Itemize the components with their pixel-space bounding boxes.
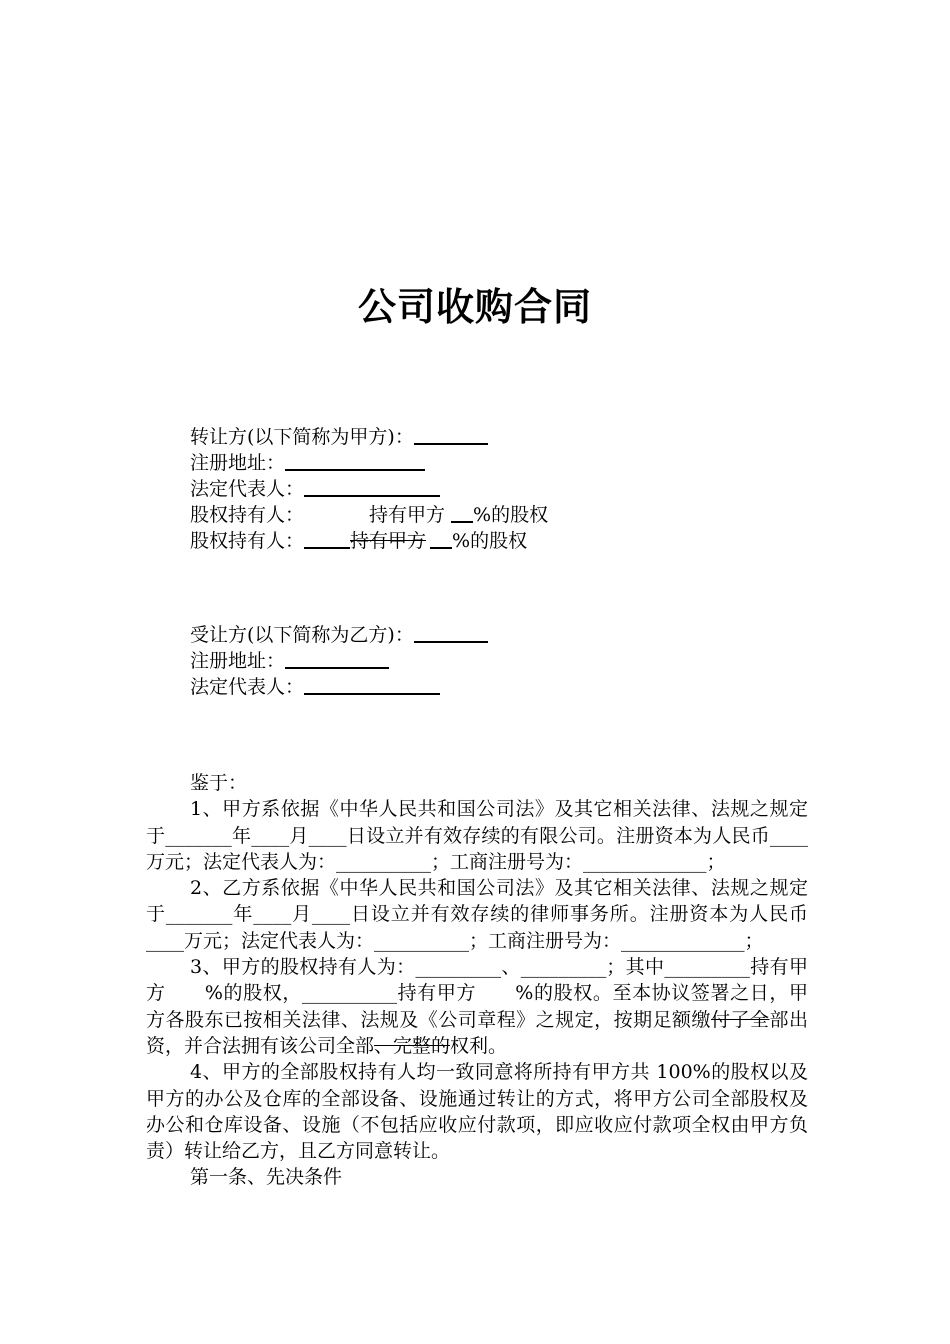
party-a-rep-label: 法定代表人： bbox=[190, 478, 305, 500]
whereas-heading: 鉴于： bbox=[190, 772, 248, 794]
holds-text-2: 持有甲方 bbox=[350, 530, 427, 552]
clause-3-part-c: 权利。 bbox=[450, 1034, 508, 1057]
party-a-address-line bbox=[190, 450, 548, 476]
party-b-address-label: 注册地址： bbox=[190, 650, 286, 672]
party-a-rep-blank bbox=[304, 477, 440, 497]
clause-3-part-b: 部出资，并合法拥有该公司全部 bbox=[146, 1008, 808, 1057]
holder-name-blank-2 bbox=[304, 529, 350, 549]
whereas-clause-4: 4、甲方的全部股权持有人均一致同意将所持有甲方共 100%的股权以及甲方的办公及仓库的全部设备、设施通过转让的方式，将甲方公司全部股权及办公和仓库设备、设施（不包括应收应付款项，即应收应付款项全权由甲方负责）转让给乙方，且乙方同意转让。 bbox=[146, 1061, 808, 1163]
holds-text-1: 持有甲方 bbox=[369, 504, 446, 526]
holder-label-1: 股权持有人： bbox=[190, 504, 305, 526]
whereas-section bbox=[146, 770, 808, 1191]
party-b-heading-line bbox=[190, 622, 488, 648]
percent-blank-2 bbox=[430, 529, 452, 549]
party-a-name-blank bbox=[414, 425, 488, 445]
party-b-heading: 受让方(以下简称为乙方)： bbox=[190, 624, 414, 646]
clause-3-strike-2: 、完整的 bbox=[374, 1034, 451, 1057]
party-a-holder-line-1 bbox=[190, 502, 548, 528]
party-b-rep-line bbox=[190, 674, 488, 700]
party-b-rep-label: 法定代表人： bbox=[190, 676, 305, 698]
party-b-section bbox=[190, 622, 488, 700]
party-a-section bbox=[190, 424, 548, 554]
holder-label-2: 股权持有人： bbox=[190, 530, 305, 552]
party-a-address-label: 注册地址： bbox=[190, 452, 286, 474]
party-a-rep-line bbox=[190, 476, 548, 502]
article-1-heading: 第一条、先决条件 bbox=[190, 1166, 343, 1189]
party-b-address-blank bbox=[285, 649, 389, 669]
party-a-holder-line-2 bbox=[190, 528, 548, 554]
party-b-rep-blank bbox=[304, 675, 440, 695]
party-b-address-line bbox=[190, 648, 488, 674]
clause-3-part-a: 3、甲方的股权持有人为：_________、_________；其中_________持有甲方 %的股权，__________持有甲方 %的股权。至本协议签署之日，甲方各股东已按相关法律、法规及《公司章程》之规定，按期足额缴 bbox=[146, 956, 808, 1031]
party-a-heading: 转让方(以下简称为甲方)： bbox=[190, 426, 414, 448]
whereas-clause-1: 1、甲方系依据《中华人民共和国公司法》及其它相关法律、法规之规定于_______年____月____日设立并有效存续的有限公司。注册资本为人民币____万元；法定代表人为：__________；工商注册号为：_____________； bbox=[146, 798, 808, 873]
party-a-address-blank bbox=[285, 451, 425, 471]
document-title: 公司收购合同 bbox=[357, 285, 592, 329]
party-a-heading-line bbox=[190, 424, 548, 450]
clause-3-strike-1: 付了全 bbox=[711, 1008, 770, 1031]
whereas-clause-3 bbox=[146, 954, 808, 1059]
percent-blank-1 bbox=[451, 503, 473, 523]
percent-text-1: %的股权 bbox=[473, 504, 549, 526]
percent-text-2: %的股权 bbox=[452, 530, 528, 552]
party-b-name-blank bbox=[414, 623, 488, 643]
whereas-clause-2: 2、乙方系依据《中华人民共和国公司法》及其它相关法律、法规之规定于_______年____月____日设立并有效存续的律师事务所。注册资本为人民币____万元；法定代表人为：__________；工商注册号为：_____________； bbox=[146, 877, 808, 952]
